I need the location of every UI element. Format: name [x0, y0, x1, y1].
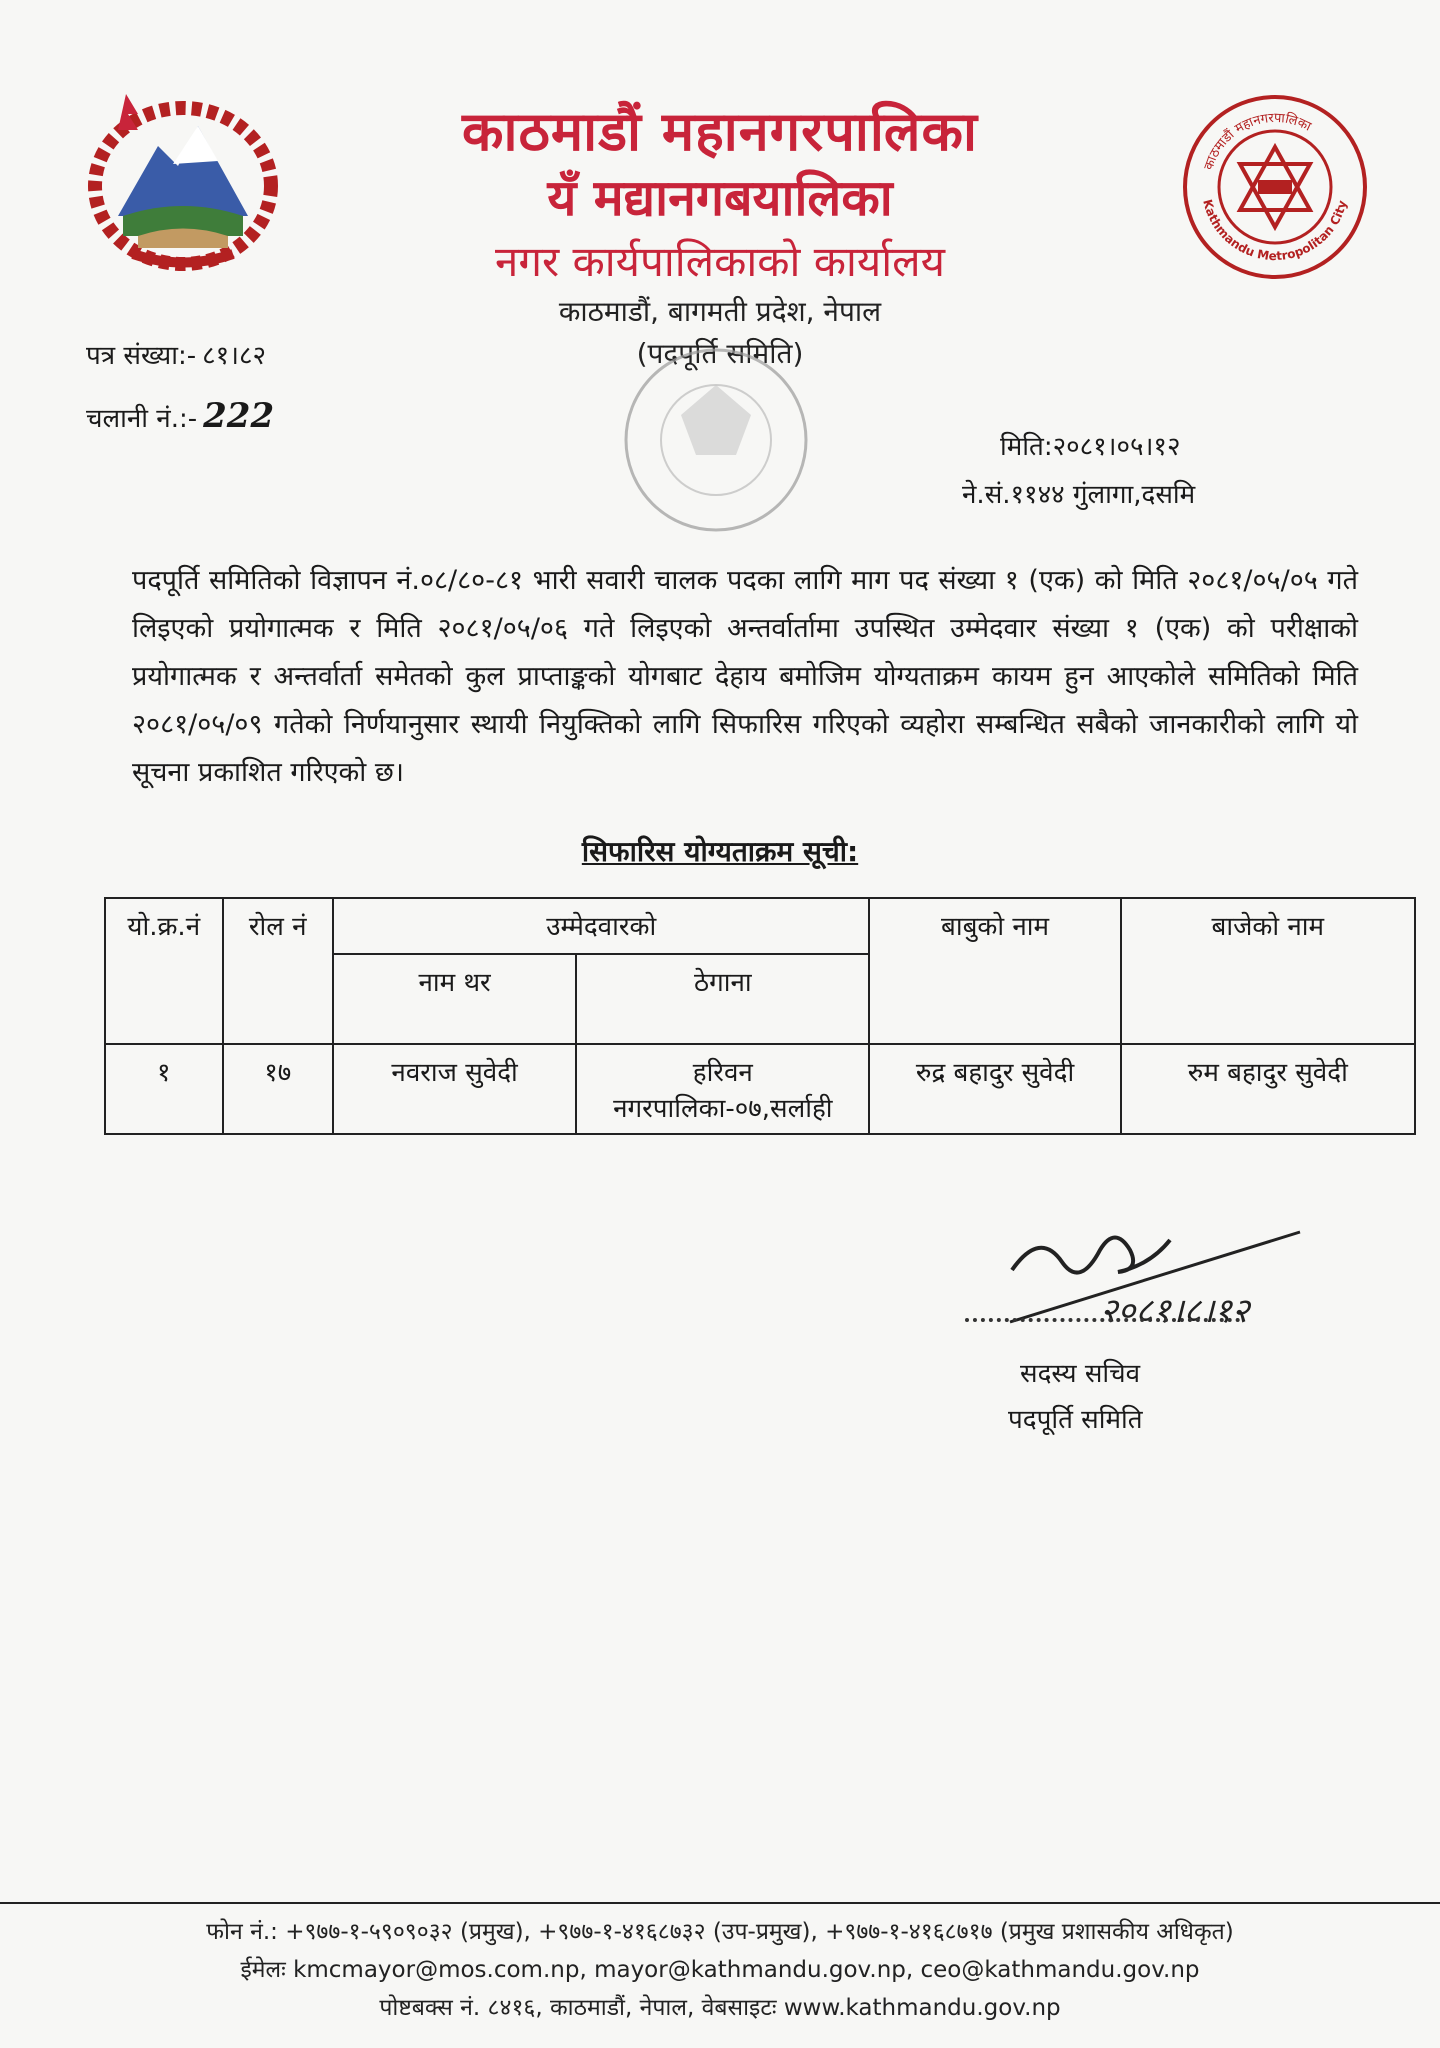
header-roll: रोल नं: [223, 898, 334, 1044]
cell-rank: १: [105, 1044, 223, 1134]
notice-body: पदपूर्ति समितिको विज्ञापन नं.०८/८०-८१ भारी सवारी चालक पदका लागि माग पद संख्या १ (एक) को मिति २०८१/०५/०५ गते लिइएको प्रयोगात्मक र मिति २०८१/०५/०६ गते लिइएको अन्तर्वार्तामा उपस्थित उम्मेदवार संख्या १ (एक) को परीक्षाको प्रयोगात्मक र अन्तर्वार्ता समेतको कुल प्राप्ताङ्कको योगबाट देहाय बमोजिम योग्यताक्रम कायम हुन आएकोले समितिको मिति २०८१/०५/०९ गतेको निर्णयानुसार स्थायी नियुक्तिको लागि सिफारिस गरिएको व्यहोरा सम्बन्धित सबैको जानकारीको लागि यो सूचना प्रकाशित गरिएको छ।: [132, 565, 1358, 788]
header-address: ठेगाना: [576, 954, 869, 1044]
header-address: काठमाडौं, बागमती प्रदेश, नेपाल: [558, 295, 882, 328]
seal-bottom-text: Kathmandu Metropolitan City: [1200, 197, 1350, 264]
letter-number: [86, 336, 266, 372]
merit-list-table: [104, 897, 1416, 1135]
footer-phone: फोन नं.: +९७७-१-५९०९०३२ (प्रमुख), +९७७-१-४१६८७३२ (उप-प्रमुख), +९७७-१-४१६८७१७ (प्रमुख प्रशासकीय अधिकृत): [206, 1919, 1234, 1945]
seal-top-text: काठमाडौं महानगरपालिका: [1201, 110, 1314, 173]
signatory-committee: पदपूर्ति समिति: [1008, 1405, 1143, 1435]
signature-line: [965, 1318, 1240, 1322]
header-section: (पदपूर्ति समिति): [636, 337, 804, 370]
date-miti: मिति:२०८१।०५।१२: [1000, 432, 1181, 462]
list-title: सिफारिस योग्यताक्रम सूची:: [581, 835, 859, 868]
cell-name: नवराज सुवेदी: [333, 1044, 576, 1134]
cell-father: रुद्र बहादुर सुवेदी: [869, 1044, 1120, 1134]
header-office: नगर कार्यपालिकाको कार्यालय: [495, 237, 945, 286]
cell-grandfather: रुम बहादुर सुवेदी: [1121, 1044, 1415, 1134]
header-title: काठमाडौं महानगरपालिका: [462, 100, 978, 163]
header-grandfather: बाजेको नाम: [1121, 898, 1415, 1044]
letter-number-label: पत्र संख्या:-: [86, 341, 197, 371]
header-name: नाम थर: [333, 954, 576, 1044]
nepal-emblem-icon: [78, 86, 288, 276]
kmc-seal-icon: [1180, 92, 1370, 282]
table-header-row: [105, 898, 1415, 954]
date-nepal-sambat: ने.सं.११४४ गुंलागा,दसमि: [962, 480, 1196, 510]
footer-email: ईमेलः kmcmayor@mos.com.np, mayor@kathmandu.gov.np, ceo@kathmandu.gov.np: [240, 1957, 1200, 1983]
header-candidate: उम्मेदवारको: [333, 898, 869, 954]
header-rank: यो.क्र.नं: [105, 898, 223, 1044]
footer-divider: [0, 1902, 1440, 1904]
signature-date: २०८१।८।१२: [1100, 1291, 1250, 1331]
signatory-title: सदस्य सचिव: [1020, 1359, 1141, 1389]
dispatch-number-label: चलानी नं.:-: [86, 404, 198, 434]
office-stamp-icon: [596, 345, 856, 555]
table-row: [105, 1044, 1415, 1134]
cell-address: हरिवन नगरपालिका-०७,सर्लाही: [576, 1044, 869, 1134]
footer-postbox: पोष्टबक्स नं. ८४१६, काठमाडौं, नेपाल, वेबसाइटः www.kathmandu.gov.np: [379, 1995, 1061, 2021]
dispatch-number-value: 222: [203, 396, 275, 436]
dispatch-number: [86, 396, 274, 436]
header-subtitle: यँ मद्यानगबयालिका: [547, 169, 893, 227]
letter-number-value: ८१।८२: [202, 341, 267, 371]
header-father: बाबुको नाम: [869, 898, 1120, 1044]
cell-roll: १७: [223, 1044, 334, 1134]
